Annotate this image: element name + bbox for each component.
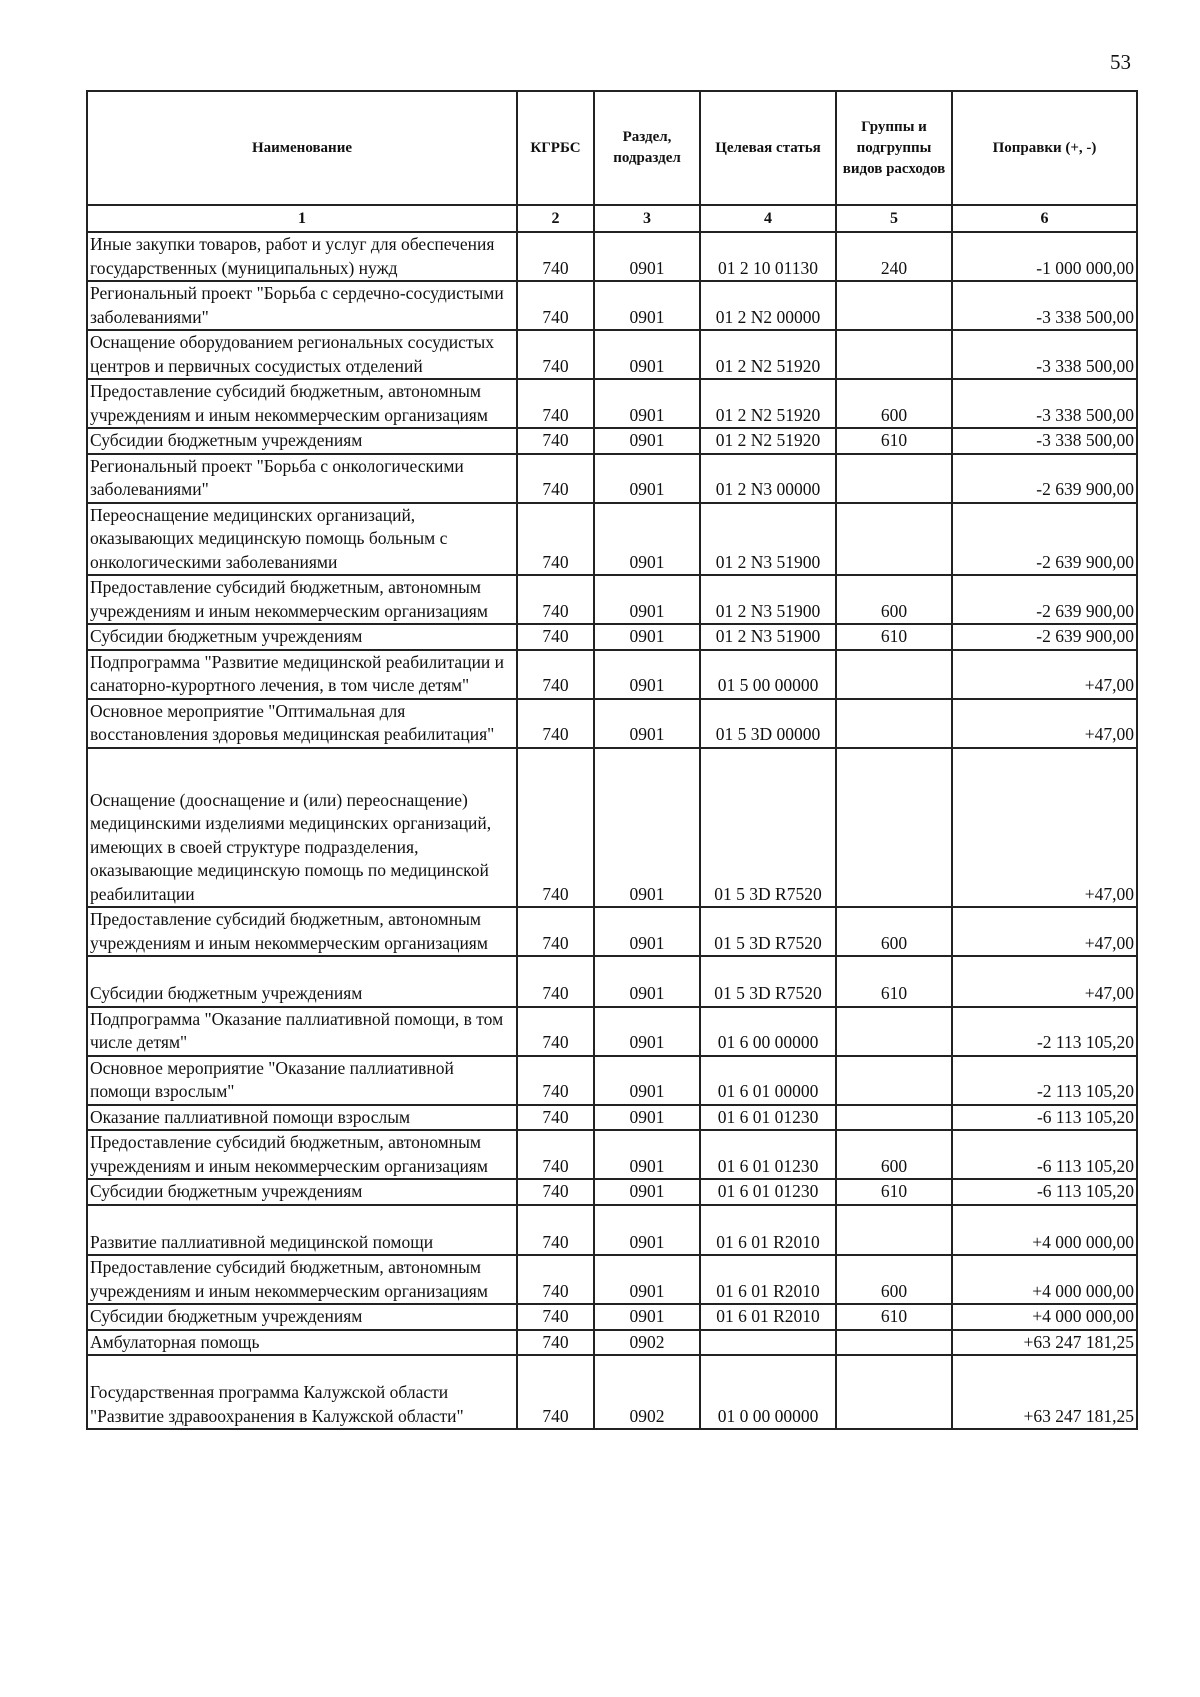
cell-tselevaya-statya: 01 5 3D R7520	[700, 956, 836, 1007]
cell-name: Субсидии бюджетным учреждениям	[87, 1179, 517, 1205]
cell-kgrbs: 740	[517, 1255, 594, 1304]
column-number: 5	[836, 205, 952, 232]
table-row	[87, 1056, 1137, 1105]
cell-razdel: 0901	[594, 699, 700, 748]
cell-name: Оснащение (дооснащение и (или) переоснащение) медицинскими изделиями медицинских организаций, имеющих в своей структуре подразделения, оказывающие медицинскую помощь по медицинской реабилитации	[87, 748, 517, 908]
cell-razdel: 0901	[594, 379, 700, 428]
cell-vid-rashodov	[836, 454, 952, 503]
cell-kgrbs: 740	[517, 624, 594, 650]
cell-vid-rashodov: 600	[836, 1130, 952, 1179]
header-razdel: Раздел, подраздел	[594, 91, 700, 205]
column-number: 6	[952, 205, 1137, 232]
cell-kgrbs: 740	[517, 232, 594, 281]
cell-vid-rashodov: 610	[836, 956, 952, 1007]
cell-tselevaya-statya: 01 6 01 R2010	[700, 1304, 836, 1330]
cell-razdel: 0901	[594, 330, 700, 379]
cell-vid-rashodov	[836, 1355, 952, 1429]
table-body	[87, 232, 1137, 1429]
cell-name: Субсидии бюджетным учреждениям	[87, 1304, 517, 1330]
cell-tselevaya-statya: 01 6 01 01230	[700, 1130, 836, 1179]
cell-tselevaya-statya: 01 6 01 00000	[700, 1056, 836, 1105]
column-number: 3	[594, 205, 700, 232]
cell-vid-rashodov: 600	[836, 907, 952, 956]
cell-kgrbs: 740	[517, 1007, 594, 1056]
cell-popravki: -3 338 500,00	[952, 379, 1137, 428]
cell-vid-rashodov: 600	[836, 575, 952, 624]
cell-vid-rashodov: 610	[836, 428, 952, 454]
column-number: 1	[87, 205, 517, 232]
column-number: 2	[517, 205, 594, 232]
cell-popravki: +47,00	[952, 748, 1137, 908]
table-row	[87, 379, 1137, 428]
cell-razdel: 0901	[594, 575, 700, 624]
cell-name: Подпрограмма "Развитие медицинской реабилитации и санаторно-курортного лечения, в том числе детям"	[87, 650, 517, 699]
cell-razdel: 0901	[594, 1007, 700, 1056]
cell-vid-rashodov	[836, 650, 952, 699]
table-row	[87, 1205, 1137, 1256]
cell-razdel: 0901	[594, 650, 700, 699]
cell-name: Иные закупки товаров, работ и услуг для обеспечения государственных (муниципальных) нужд	[87, 232, 517, 281]
cell-name: Государственная программа Калужской области "Развитие здравоохранения в Калужской области"	[87, 1355, 517, 1429]
cell-vid-rashodov	[836, 1330, 952, 1356]
cell-popravki: +4 000 000,00	[952, 1205, 1137, 1256]
cell-popravki: +63 247 181,25	[952, 1355, 1137, 1429]
cell-kgrbs: 740	[517, 1105, 594, 1131]
cell-popravki: -3 338 500,00	[952, 330, 1137, 379]
cell-kgrbs: 740	[517, 1130, 594, 1179]
cell-razdel: 0901	[594, 428, 700, 454]
table-row	[87, 956, 1137, 1007]
cell-kgrbs: 740	[517, 454, 594, 503]
cell-vid-rashodov: 610	[836, 624, 952, 650]
cell-name: Амбулаторная помощь	[87, 1330, 517, 1356]
cell-popravki: +47,00	[952, 650, 1137, 699]
cell-name: Оказание паллиативной помощи взрослым	[87, 1105, 517, 1131]
cell-name: Предоставление субсидий бюджетным, автономным учреждениям и иным некоммерческим организациям	[87, 1255, 517, 1304]
cell-popravki: +4 000 000,00	[952, 1255, 1137, 1304]
cell-vid-rashodov	[836, 1205, 952, 1256]
cell-popravki: +63 247 181,25	[952, 1330, 1137, 1356]
cell-kgrbs: 740	[517, 699, 594, 748]
cell-popravki: -2 113 105,20	[952, 1007, 1137, 1056]
cell-tselevaya-statya: 01 6 01 01230	[700, 1179, 836, 1205]
table-row	[87, 454, 1137, 503]
cell-kgrbs: 740	[517, 503, 594, 576]
cell-name: Субсидии бюджетным учреждениям	[87, 956, 517, 1007]
cell-razdel: 0902	[594, 1330, 700, 1356]
table-row	[87, 1105, 1137, 1131]
cell-razdel: 0901	[594, 1056, 700, 1105]
cell-kgrbs: 740	[517, 1179, 594, 1205]
cell-razdel: 0901	[594, 1105, 700, 1131]
cell-name: Предоставление субсидий бюджетным, автономным учреждениям и иным некоммерческим организациям	[87, 907, 517, 956]
cell-vid-rashodov	[836, 699, 952, 748]
cell-kgrbs: 740	[517, 428, 594, 454]
cell-tselevaya-statya: 01 2 N2 00000	[700, 281, 836, 330]
cell-tselevaya-statya: 01 2 N2 51920	[700, 379, 836, 428]
cell-vid-rashodov	[836, 1056, 952, 1105]
cell-name: Предоставление субсидий бюджетным, автономным учреждениям и иным некоммерческим организациям	[87, 1130, 517, 1179]
page-number: 53	[1110, 50, 1131, 74]
cell-popravki: -2 639 900,00	[952, 454, 1137, 503]
cell-kgrbs: 740	[517, 650, 594, 699]
cell-popravki: +47,00	[952, 956, 1137, 1007]
cell-popravki: -6 113 105,20	[952, 1179, 1137, 1205]
cell-kgrbs: 740	[517, 575, 594, 624]
cell-vid-rashodov: 600	[836, 379, 952, 428]
table-row	[87, 650, 1137, 699]
budget-amendments-table	[86, 90, 1138, 1430]
cell-razdel: 0901	[594, 503, 700, 576]
cell-kgrbs: 740	[517, 907, 594, 956]
cell-vid-rashodov	[836, 1007, 952, 1056]
cell-popravki: -1 000 000,00	[952, 232, 1137, 281]
cell-razdel: 0902	[594, 1355, 700, 1429]
cell-kgrbs: 740	[517, 379, 594, 428]
cell-tselevaya-statya: 01 2 N3 51900	[700, 575, 836, 624]
table-row	[87, 1330, 1137, 1356]
table-row	[87, 907, 1137, 956]
cell-tselevaya-statya: 01 0 00 00000	[700, 1355, 836, 1429]
table-row	[87, 330, 1137, 379]
cell-vid-rashodov	[836, 281, 952, 330]
table-row	[87, 281, 1137, 330]
cell-razdel: 0901	[594, 1179, 700, 1205]
cell-tselevaya-statya: 01 2 N3 51900	[700, 503, 836, 576]
cell-kgrbs: 740	[517, 1355, 594, 1429]
table-row	[87, 1007, 1137, 1056]
cell-kgrbs: 740	[517, 1056, 594, 1105]
cell-name: Субсидии бюджетным учреждениям	[87, 624, 517, 650]
cell-name: Субсидии бюджетным учреждениям	[87, 428, 517, 454]
cell-kgrbs: 740	[517, 281, 594, 330]
cell-tselevaya-statya: 01 2 10 01130	[700, 232, 836, 281]
header-vid-rashodov: Группы и подгруппы видов расходов	[836, 91, 952, 205]
cell-popravki: +47,00	[952, 907, 1137, 956]
cell-razdel: 0901	[594, 624, 700, 650]
cell-tselevaya-statya: 01 6 01 R2010	[700, 1205, 836, 1256]
cell-tselevaya-statya: 01 2 N2 51920	[700, 330, 836, 379]
cell-popravki: -6 113 105,20	[952, 1105, 1137, 1131]
table-row	[87, 748, 1137, 908]
cell-razdel: 0901	[594, 956, 700, 1007]
cell-vid-rashodov	[836, 503, 952, 576]
cell-tselevaya-statya: 01 5 00 00000	[700, 650, 836, 699]
cell-kgrbs: 740	[517, 330, 594, 379]
cell-razdel: 0901	[594, 1205, 700, 1256]
cell-popravki: -2 639 900,00	[952, 575, 1137, 624]
cell-razdel: 0901	[594, 1255, 700, 1304]
cell-popravki: -3 338 500,00	[952, 281, 1137, 330]
cell-name: Предоставление субсидий бюджетным, автономным учреждениям и иным некоммерческим организациям	[87, 575, 517, 624]
column-number: 4	[700, 205, 836, 232]
cell-popravki: -3 338 500,00	[952, 428, 1137, 454]
cell-name: Подпрограмма "Оказание паллиативной помощи, в том числе детям"	[87, 1007, 517, 1056]
cell-kgrbs: 740	[517, 748, 594, 908]
cell-popravki: -6 113 105,20	[952, 1130, 1137, 1179]
table-header-row	[87, 91, 1137, 205]
table-row	[87, 1304, 1137, 1330]
table-row	[87, 1355, 1137, 1429]
cell-tselevaya-statya: 01 6 00 00000	[700, 1007, 836, 1056]
cell-name: Развитие паллиативной медицинской помощи	[87, 1205, 517, 1256]
cell-name: Региональный проект "Борьба с сердечно-сосудистыми заболеваниями"	[87, 281, 517, 330]
cell-kgrbs: 740	[517, 1304, 594, 1330]
cell-razdel: 0901	[594, 1304, 700, 1330]
cell-popravki: -2 113 105,20	[952, 1056, 1137, 1105]
cell-tselevaya-statya: 01 6 01 R2010	[700, 1255, 836, 1304]
cell-vid-rashodov	[836, 748, 952, 908]
cell-tselevaya-statya: 01 5 3D 00000	[700, 699, 836, 748]
table-row	[87, 503, 1137, 576]
cell-tselevaya-statya: 01 6 01 01230	[700, 1105, 836, 1131]
cell-razdel: 0901	[594, 907, 700, 956]
cell-vid-rashodov	[836, 330, 952, 379]
table-row	[87, 428, 1137, 454]
cell-vid-rashodov: 240	[836, 232, 952, 281]
header-tselevaya-statya: Целевая статья	[700, 91, 836, 205]
cell-name: Предоставление субсидий бюджетным, автономным учреждениям и иным некоммерческим организациям	[87, 379, 517, 428]
cell-tselevaya-statya: 01 5 3D R7520	[700, 748, 836, 908]
cell-popravki: -2 639 900,00	[952, 624, 1137, 650]
column-number-row	[87, 205, 1137, 232]
header-name: Наименование	[87, 91, 517, 205]
table-row	[87, 699, 1137, 748]
cell-kgrbs: 740	[517, 1205, 594, 1256]
table-row	[87, 1255, 1137, 1304]
cell-name: Основное мероприятие "Оказание паллиативной помощи взрослым"	[87, 1056, 517, 1105]
cell-popravki: +47,00	[952, 699, 1137, 748]
cell-vid-rashodov	[836, 1105, 952, 1131]
cell-vid-rashodov: 600	[836, 1255, 952, 1304]
cell-razdel: 0901	[594, 281, 700, 330]
cell-kgrbs: 740	[517, 956, 594, 1007]
cell-razdel: 0901	[594, 232, 700, 281]
cell-razdel: 0901	[594, 748, 700, 908]
cell-tselevaya-statya: 01 5 3D R7520	[700, 907, 836, 956]
table-row	[87, 1179, 1137, 1205]
cell-name: Оснащение оборудованием региональных сосудистых центров и первичных сосудистых отделений	[87, 330, 517, 379]
cell-kgrbs: 740	[517, 1330, 594, 1356]
cell-tselevaya-statya: 01 2 N3 00000	[700, 454, 836, 503]
cell-tselevaya-statya: 01 2 N3 51900	[700, 624, 836, 650]
table-row	[87, 624, 1137, 650]
cell-name: Основное мероприятие "Оптимальная для восстановления здоровья медицинская реабилитация"	[87, 699, 517, 748]
header-kgrbs: КГРБС	[517, 91, 594, 205]
cell-name: Региональный проект "Борьба с онкологическими заболеваниями"	[87, 454, 517, 503]
cell-razdel: 0901	[594, 1130, 700, 1179]
cell-name: Переоснащение медицинских организаций, оказывающих медицинскую помощь больным с онкологическими заболеваниями	[87, 503, 517, 576]
cell-vid-rashodov: 610	[836, 1179, 952, 1205]
cell-tselevaya-statya: 01 2 N2 51920	[700, 428, 836, 454]
cell-razdel: 0901	[594, 454, 700, 503]
cell-popravki: -2 639 900,00	[952, 503, 1137, 576]
table-row	[87, 575, 1137, 624]
cell-vid-rashodov: 610	[836, 1304, 952, 1330]
header-popravki: Поправки (+, -)	[952, 91, 1137, 205]
cell-popravki: +4 000 000,00	[952, 1304, 1137, 1330]
table-row	[87, 232, 1137, 281]
table-row	[87, 1130, 1137, 1179]
cell-tselevaya-statya	[700, 1330, 836, 1356]
